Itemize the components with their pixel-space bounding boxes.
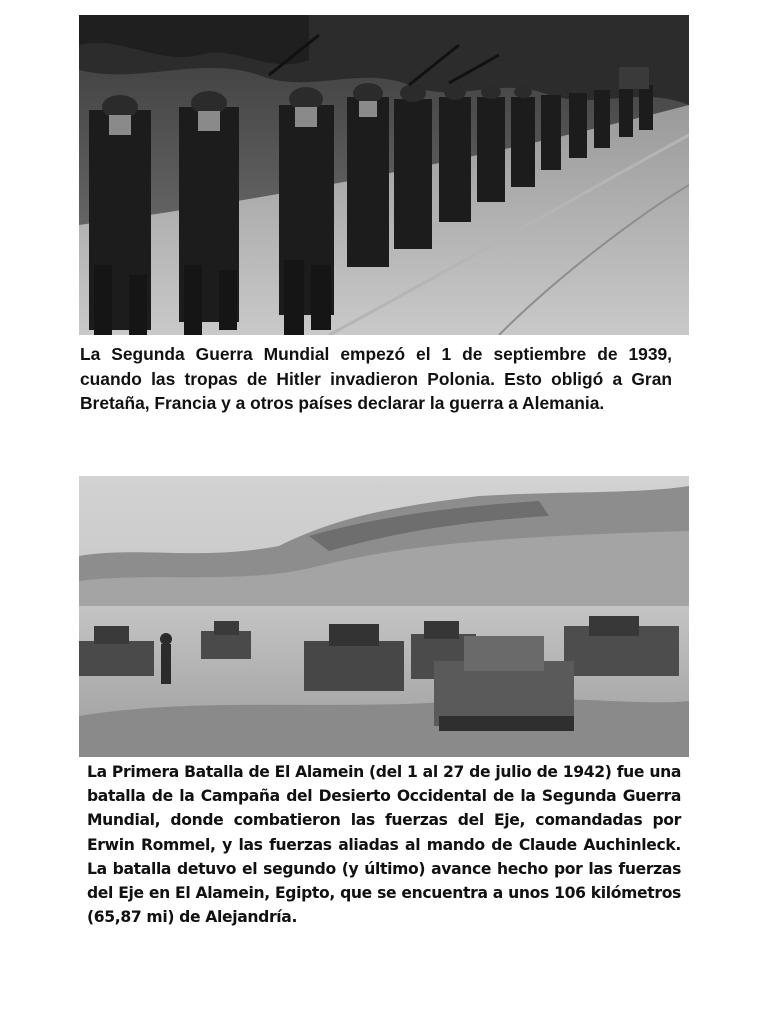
caption-world-war-start: La Segunda Guerra Mundial empezó el 1 de septiembre de 1939, cuando las tropas de Hitler invadieron Polonia. Esto obligó a Gran Bretaña, Francia y a otros países declarar la guerra a Alemania.	[80, 344, 672, 413]
photo-desert-tanks	[79, 476, 689, 757]
soldiers-marching-illustration	[79, 15, 689, 335]
caption-el-alamein: La Primera Batalla de El Alamein (del 1 al 27 de julio de 1942) fue una batalla de la Campaña del Desierto Occidental de la Segunda Guerra Mundial, donde combatieron las fuerzas del Eje, comandadas por Erwin Rommel, y las fuerzas aliadas al mando de Claude Auchinleck. La batalla detuvo el segundo (y último) avance hecho por las fuerzas del Eje en El Alamein, Egipto, que se encuentra a unos 106 kilómetros (65,87 mi) de Alejandría.	[87, 763, 681, 927]
photo-soldiers-marching	[79, 15, 689, 335]
desert-tanks-illustration	[79, 476, 689, 757]
